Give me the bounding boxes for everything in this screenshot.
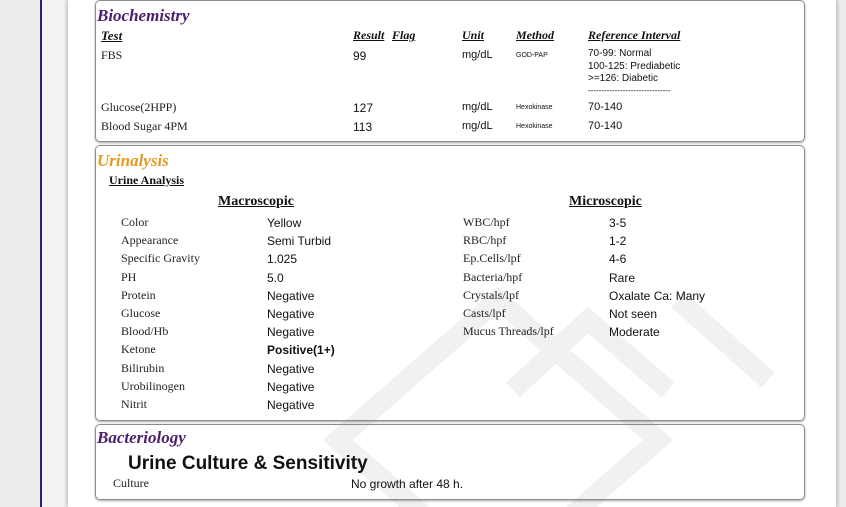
fbs-unit: mg/dL	[462, 49, 493, 61]
fbs-ref-diabetic: >=126: Diabetic	[588, 73, 659, 84]
macroscopic-label: PH	[121, 269, 137, 284]
fbs-result: 99	[353, 49, 367, 63]
macroscopic-value: Negative	[267, 379, 315, 394]
glucose-2hpp-reference: 70-140	[588, 101, 623, 113]
header-test: Test	[101, 28, 123, 43]
fbs-reference	[588, 48, 680, 96]
macroscopic-value: 1.025	[267, 252, 298, 267]
macroscopic-value: Negative	[267, 307, 315, 321]
microscopic-label: Mucus Threads/lpf	[463, 324, 554, 339]
microscopic-value: Oxalate Ca: Many	[609, 288, 706, 303]
glucose-2hpp-result: 127	[353, 101, 374, 115]
macroscopic-value: Yellow	[267, 216, 302, 230]
header-flag: Flag	[392, 28, 416, 42]
fbs-method: GOD-PAP	[516, 52, 548, 59]
microscopic-label: RBC/hpf	[463, 233, 507, 248]
fbs-ref-normal: 70-99: Normal	[588, 48, 652, 59]
microscopic-value: Rare	[609, 270, 636, 285]
macroscopic-value: 5.0	[267, 270, 284, 285]
blood-sugar-4pm-test: Blood Sugar 4PM	[101, 119, 188, 133]
urinalysis-title: Urinalysis	[97, 151, 169, 170]
macroscopic-value: Positive(1+)	[267, 343, 335, 358]
blood-sugar-4pm-unit: mg/dL	[462, 120, 493, 132]
microscopic-value: 1-2	[609, 234, 627, 249]
biochemistry-title: Biochemistry	[97, 6, 190, 25]
macroscopic-value: Negative	[267, 398, 315, 412]
microscopic-label: WBC/hpf	[463, 215, 510, 229]
microscopic-label: Ep.Cells/lpf	[463, 251, 521, 266]
macroscopic-label: Blood/Hb	[121, 324, 169, 339]
microscopic-label: Casts/lpf	[463, 306, 506, 320]
macroscopic-label: Specific Gravity	[121, 251, 200, 266]
macroscopic-label: Bilirubin	[121, 360, 165, 375]
blood-sugar-4pm-method: Hexokinase	[516, 123, 553, 130]
header-result: Result	[353, 28, 385, 42]
macroscopic-label: Protein	[121, 287, 156, 302]
macroscopic-label: Ketone	[121, 342, 156, 357]
macroscopic-value: Negative	[267, 325, 315, 340]
microscopic-value: Not seen	[609, 307, 658, 321]
fbs-ref-divider: -------------------------------	[588, 85, 671, 95]
microscopic-value: 4-6	[609, 252, 627, 267]
macroscopic-value: Negative	[267, 361, 315, 376]
fbs-test: FBS	[101, 48, 123, 62]
blood-sugar-4pm-reference: 70-140	[588, 120, 623, 132]
culture-label: Culture	[113, 476, 149, 490]
urine-analysis-subtitle: Urine Analysis	[109, 173, 185, 187]
macroscopic-title: Macroscopic	[218, 194, 294, 209]
header-unit: Unit	[462, 28, 485, 42]
macroscopic-label: Appearance	[121, 233, 179, 248]
macroscopic-label: Color	[121, 215, 149, 229]
macroscopic-value: Semi Turbid	[267, 234, 332, 249]
blood-sugar-4pm-result: 113	[353, 120, 373, 134]
report-page	[68, 0, 836, 507]
bacteriology-panel	[95, 424, 805, 500]
glucose-2hpp-method: Hexokinase	[516, 104, 553, 111]
glucose-2hpp-test: Glucose(2HPP)	[101, 100, 177, 114]
header-method: Method	[516, 28, 555, 42]
microscopic-value: Moderate	[609, 325, 660, 340]
microscopic-value: 3-5	[609, 216, 627, 230]
viewer-margin	[42, 0, 68, 507]
glucose-2hpp-unit: mg/dL	[462, 101, 493, 113]
header-reference: Reference Interval	[588, 28, 681, 42]
macroscopic-label: Urobilinogen	[121, 378, 185, 393]
bacteriology-title: Bacteriology	[97, 428, 186, 447]
urine-culture-subtitle: Urine Culture & Sensitivity	[128, 453, 368, 474]
macroscopic-label: Glucose	[121, 306, 161, 320]
biochemistry-panel	[95, 0, 805, 142]
fbs-ref-prediabetic: 100-125: Prediabetic	[588, 60, 681, 72]
culture-value: No growth after 48 h.	[351, 477, 464, 491]
macroscopic-label: Nitrit	[121, 397, 147, 411]
microscopic-title: Microscopic	[569, 194, 642, 209]
microscopic-label: Crystals/lpf	[463, 287, 519, 302]
urinalysis-panel	[95, 145, 805, 421]
microscopic-label: Bacteria/hpf	[463, 269, 523, 284]
macroscopic-value: Negative	[267, 288, 315, 303]
